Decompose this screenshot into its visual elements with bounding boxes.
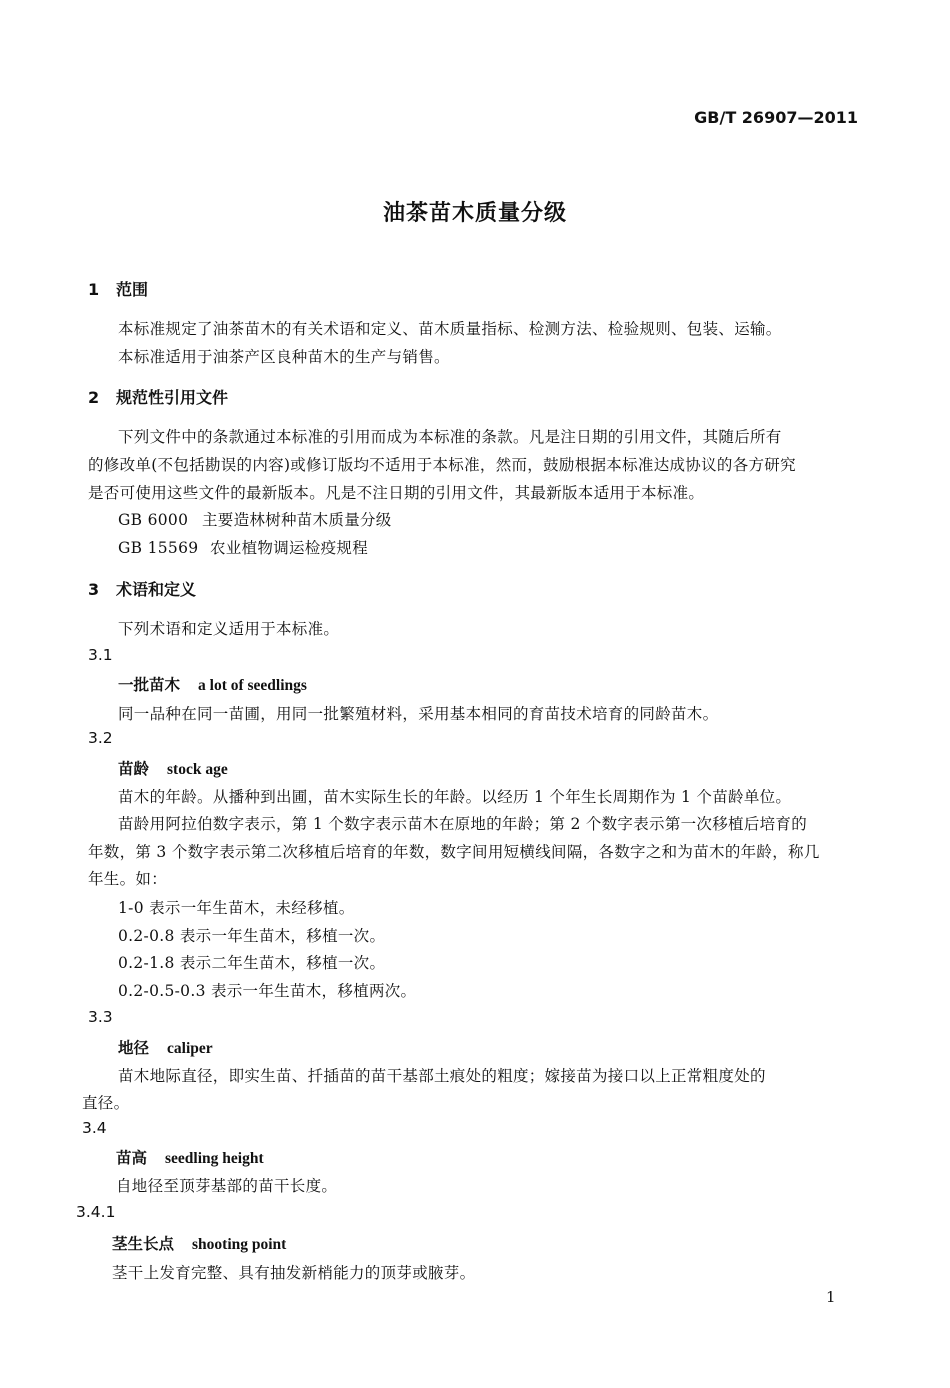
term-heading (118, 757, 228, 779)
paragraph: 本标准规定了油茶苗木的有关术语和定义、苗木质量指标、检测方法、检验规则、包装、运输。 (118, 320, 782, 338)
definition-line: 同一品种在同一苗圃，用同一批繁殖材料，采用基本相同的育苗技术培育的同龄苗木。 (118, 705, 719, 723)
definition-line: 茎干上发育完整、具有抽发新梢能力的顶芽或腋芽。 (112, 1264, 476, 1282)
page-number: 1 (826, 1288, 836, 1306)
term-heading (116, 1146, 264, 1168)
definition-line: 年数，第 3 个数字表示第二次移植后培育的年数，数字间用短横线间隔，各数字之和为苗木的年龄，称几 (88, 843, 820, 861)
section-heading-scope (88, 277, 148, 300)
term-heading (118, 1036, 213, 1058)
paragraph-line: 是否可使用这些文件的最新版本。凡是不注日期的引用文件，其最新版本适用于本标准。 (88, 484, 705, 502)
paragraph-line: 下列文件中的条款通过本标准的引用而成为本标准的条款。凡是注日期的引用文件，其随后所有 (118, 428, 782, 446)
section-heading-terms (88, 577, 196, 600)
term-zh: 苗高 (116, 1148, 148, 1167)
term-zh: 一批苗木 (118, 675, 181, 694)
section-title: 术语和定义 (116, 580, 197, 599)
clause-number: 3.2 (88, 729, 113, 747)
example-line: 1-0 表示一年生苗木，未经移植。 (118, 899, 355, 917)
definition-line: 苗木的年龄。从播种到出圃，苗木实际生长的年龄。以经历 1 个年生长周期作为 1 个苗龄单位。 (118, 788, 792, 806)
term-zh: 茎生长点 (112, 1234, 175, 1253)
clause-number: 3.1 (88, 646, 113, 664)
standard-code: GB/T 26907—2011 (694, 108, 858, 127)
clause-number: 3.4 (82, 1119, 107, 1137)
term-en: a lot of seedlings (198, 677, 307, 694)
term-en: stock age (167, 761, 228, 778)
section-title: 规范性引用文件 (116, 388, 229, 407)
section-number: 2 (88, 388, 100, 407)
term-heading (112, 1232, 286, 1254)
term-zh: 地径 (118, 1038, 150, 1057)
term-en: seedling height (165, 1150, 264, 1167)
section-number: 3 (88, 580, 100, 599)
section-number: 1 (88, 280, 100, 299)
example-line: 0.2-1.8 表示二年生苗木，移植一次。 (118, 954, 386, 972)
reference-code: GB 15569 (118, 539, 199, 557)
reference-title: 主要造林树种苗木质量分级 (202, 511, 392, 529)
clause-number: 3.4.1 (76, 1203, 116, 1221)
reference-item (118, 508, 392, 530)
definition-line: 自地径至顶芽基部的苗干长度。 (116, 1177, 338, 1195)
paragraph: 下列术语和定义适用于本标准。 (118, 620, 340, 638)
section-heading-references (88, 385, 228, 408)
paragraph: 本标准适用于油茶产区良种苗木的生产与销售。 (118, 348, 450, 366)
paragraph-line: 的修改单(不包括勘误的内容)或修订版均不适用于本标准，然而，鼓励根据本标准达成协议的各方研究 (88, 456, 796, 474)
example-line: 0.2-0.8 表示一年生苗木，移植一次。 (118, 927, 386, 945)
definition-line: 年生。如： (88, 870, 168, 888)
section-title: 范围 (116, 280, 149, 299)
example-line: 0.2-0.5-0.3 表示一年生苗木，移植两次。 (118, 982, 417, 1000)
term-heading (118, 673, 307, 695)
page-title: 油茶苗木质量分级 (382, 201, 567, 226)
clause-number: 3.3 (88, 1008, 113, 1026)
definition-line: 直径。 (82, 1094, 130, 1112)
reference-item (118, 536, 368, 558)
reference-code: GB 6000 (118, 511, 189, 529)
term-en: caliper (167, 1040, 213, 1057)
term-en: shooting point (192, 1236, 287, 1253)
definition-line: 苗木地际直径，即实生苗、扦插苗的苗干基部土痕处的粗度；嫁接苗为接口以上正常粗度处的 (118, 1067, 766, 1085)
term-zh: 苗龄 (118, 759, 150, 778)
reference-title: 农业植物调运检疫规程 (210, 539, 369, 557)
definition-line: 苗龄用阿拉伯数字表示，第 1 个数字表示苗木在原地的年龄；第 2 个数字表示第一次移植后培育的 (118, 815, 808, 833)
